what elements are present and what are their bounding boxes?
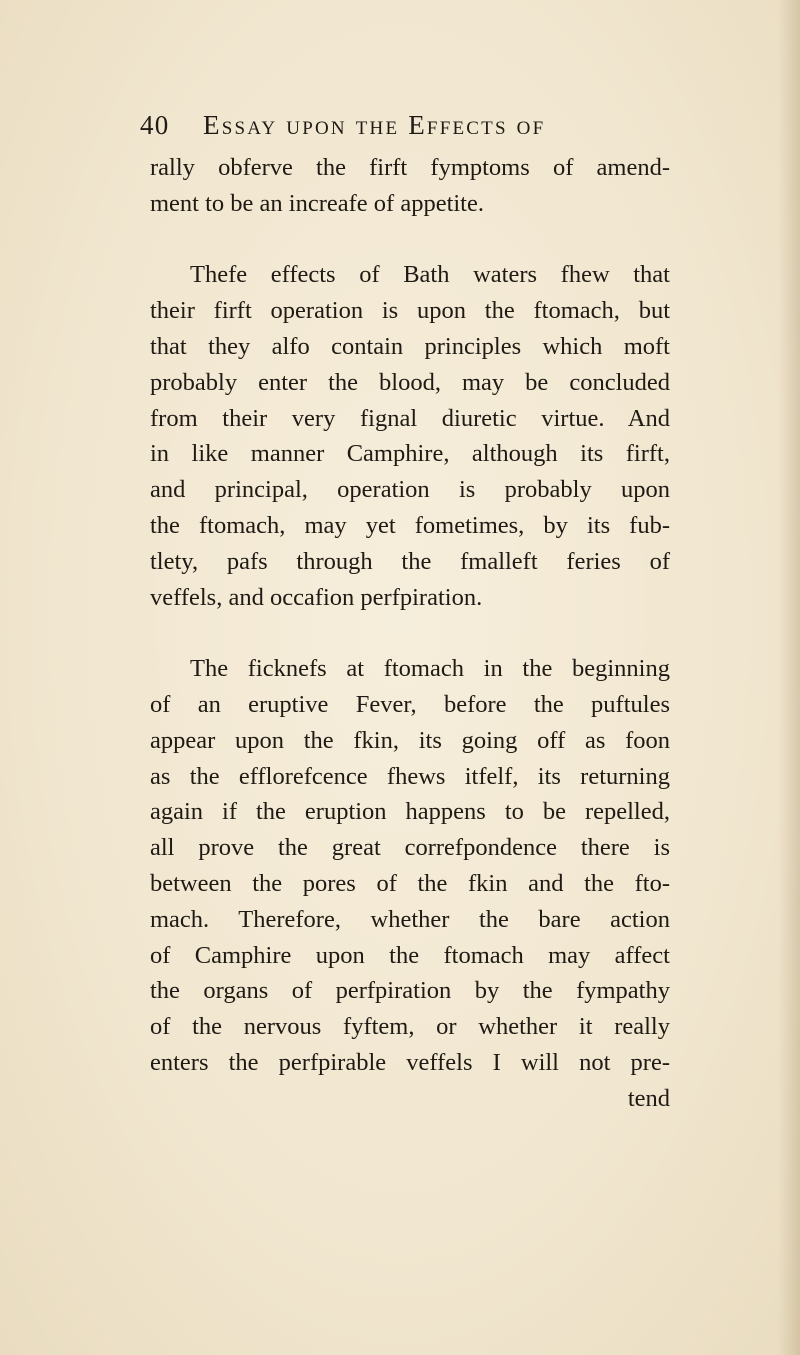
paragraph-3: [150, 651, 670, 1081]
paragraph-2: [150, 257, 670, 615]
text-line: Thefe effects of Bath waters fhew that: [190, 261, 670, 289]
text-line: and principal, operation is probably upon: [150, 476, 670, 504]
text-line: of an eruptive Fever, before the puftules: [150, 690, 670, 718]
page-number: 40: [140, 110, 170, 140]
running-header: [140, 110, 670, 144]
text-line: from their very fignal diuretic virtue. And: [150, 404, 670, 432]
text-line: probably enter the blood, may be concluded: [150, 368, 670, 396]
text-line: between the pores of the fkin and the fto-: [150, 869, 670, 897]
text-line: rally obferve the firft fymptoms of amend-: [150, 154, 670, 181]
text-line: again if the eruption happens to be repelled,: [150, 798, 670, 826]
text-line: in like manner Camphire, although its firft,: [150, 440, 670, 468]
text-line: veffels, and occafion perfpiration.: [150, 583, 483, 611]
text-line: The ficknefs at ftomach in the beginning: [190, 655, 670, 683]
running-title: Essay upon the Effects of: [203, 110, 546, 140]
text-line: as the efflorefcence fhews itfelf, its returning: [150, 762, 670, 790]
text-line: of Camphire upon the ftomach may affect: [150, 941, 670, 969]
page-edge-shadow: [778, 0, 800, 1355]
text-line: the organs of perfpiration by the fympathy: [150, 977, 670, 1005]
text-line: ment to be an increafe of appetite.: [150, 189, 484, 217]
text-line: their firft operation is upon the ftomach, but: [150, 297, 670, 325]
text-line: enters the perfpirable veffels I will not pre-: [150, 1048, 670, 1076]
text-line: the ftomach, may yet fometimes, by its fub-: [150, 511, 670, 539]
text-line: mach. Therefore, whether the bare action: [150, 905, 670, 933]
paragraph-1: [150, 150, 670, 222]
body-text: [150, 150, 670, 1117]
text-line: all prove the great correfpondence there is: [150, 834, 670, 862]
text-line: that they alfo contain principles which moft: [150, 332, 670, 360]
catchword: tend: [627, 1084, 670, 1112]
text-line: of the nervous fyftem, or whether it really: [150, 1013, 670, 1041]
text-line: appear upon the fkin, its going off as foon: [150, 726, 670, 754]
text-line: tlety, pafs through the fmalleft feries of: [150, 547, 670, 575]
